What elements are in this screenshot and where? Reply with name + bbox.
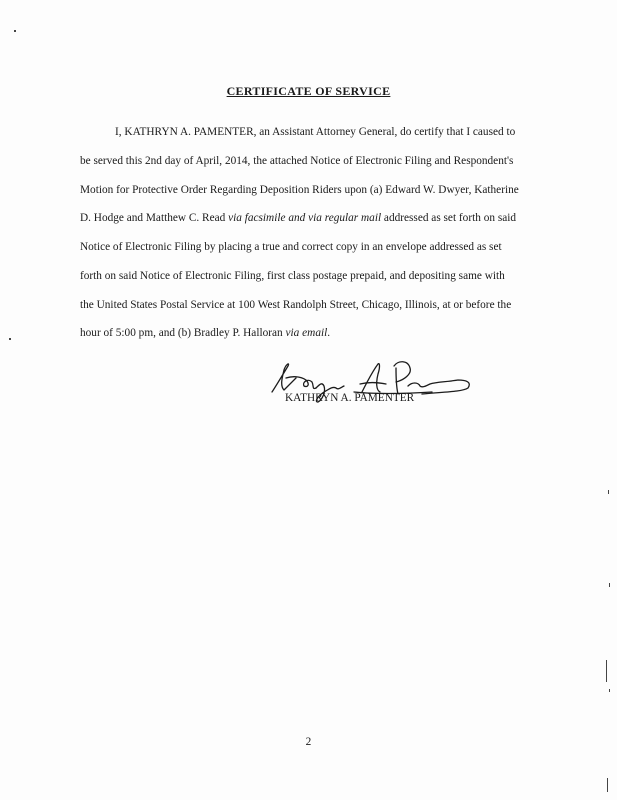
scan-speck [606, 660, 607, 682]
body-line-4-italic: via facsimile and via regular mail [228, 212, 382, 224]
body-line-1-text: I, KATHRYN A. PAMENTER, an Assistant Attorney General, do certify that I caused to [115, 126, 516, 138]
body-line-5-text: Notice of Electronic Filing by placing a true and correct copy in an envelope addressed as set [80, 241, 502, 253]
scan-speck [607, 778, 608, 792]
body-line-6 [80, 269, 505, 283]
scan-speck [609, 689, 610, 692]
body-line-1 [115, 125, 515, 139]
body-line-4 [80, 211, 516, 225]
scan-speck [608, 490, 609, 494]
body-line-7-text: the United States Postal Service at 100 West Randolph Street, Chicago, Illinois, at or before the [80, 299, 512, 311]
body-line-2-text: be served this 2nd day of April, 2014, the attached Notice of Electronic Filing and Respondent's [80, 155, 514, 167]
body-line-4-text: D. Hodge and Matthew C. Read [80, 212, 229, 224]
body-line-7 [80, 298, 511, 312]
scan-speck [14, 30, 16, 32]
signatory-name: KATHRYN A. PAMENTER [285, 392, 415, 404]
body-line-3-text: Motion for Protective Order Regarding Deposition Riders upon (a) Edward W. Dwyer, Katherine [80, 184, 519, 196]
scan-speck [9, 338, 11, 340]
body-line-2 [80, 154, 513, 168]
body-line-8-post: . [327, 327, 331, 339]
page-number: 2 [305, 736, 312, 748]
body-line-5 [80, 240, 502, 254]
body-line-8-text: hour of 5:00 pm, and (b) Bradley P. Halloran [80, 327, 286, 339]
body-line-8 [80, 326, 330, 340]
body-line-4-post: addressed as set forth on said [381, 212, 517, 224]
body-line-3 [80, 183, 519, 197]
body-line-8-italic: via email [285, 327, 328, 339]
scan-speck [609, 583, 610, 587]
body-line-6-text: forth on said Notice of Electronic Filing, first class postage prepaid, and depositing same with [80, 270, 505, 282]
certificate-title: CERTIFICATE OF SERVICE [226, 84, 391, 98]
